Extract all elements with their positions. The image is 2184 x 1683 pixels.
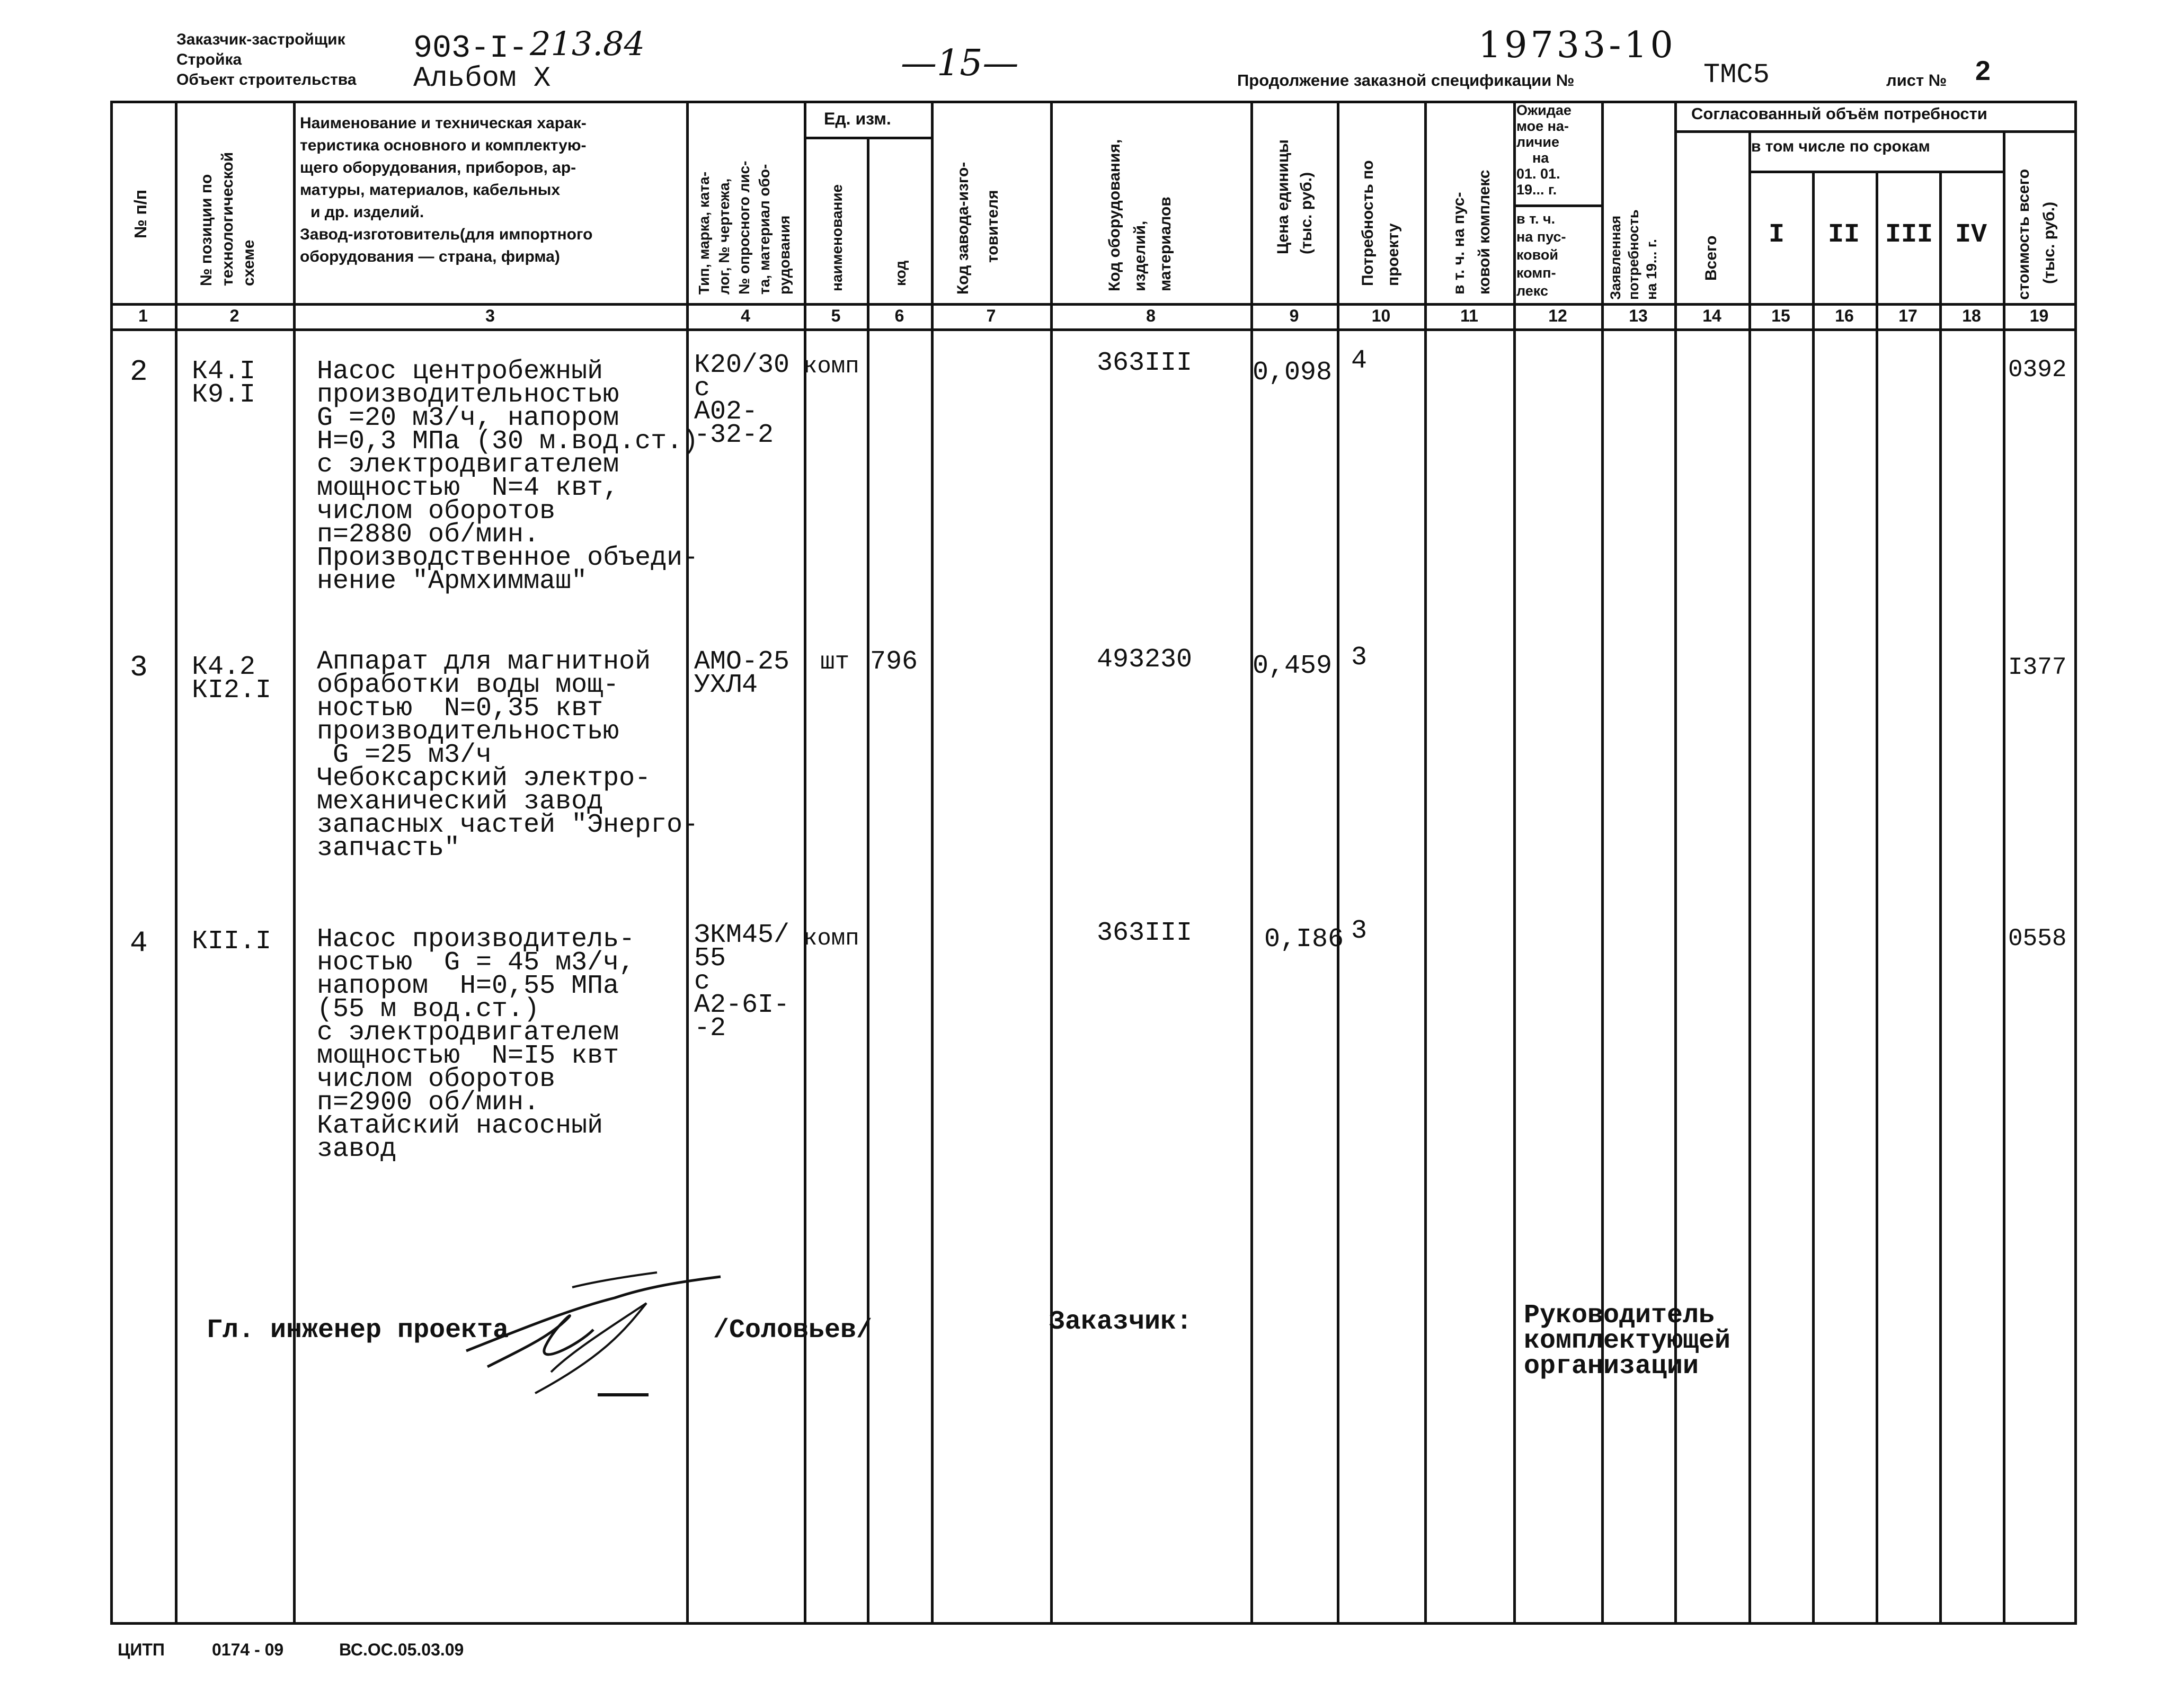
equipment-code: 363III: [1097, 918, 1193, 948]
table-top-border: [110, 101, 2077, 103]
header-c7: Код завода-изго- товителя: [954, 162, 1001, 295]
equipment-code: 493230: [1097, 645, 1193, 675]
footer-org: ЦИТП: [118, 1640, 165, 1659]
header-c2: № позиции по технологической схеме: [198, 152, 258, 286]
unit-name: комп: [803, 353, 859, 380]
column-number-line: [110, 328, 2077, 331]
header-c8: Код оборудования, изделий, материалов: [1106, 139, 1174, 291]
header-bottom-line: [110, 303, 2077, 306]
header-terms-group: в том числе по срокам: [1751, 138, 1930, 155]
col-border-12: [1601, 101, 1604, 1625]
header-c9: Цена единицы (тыс. руб.): [1274, 139, 1315, 254]
col-num-14: 14: [1702, 306, 1721, 325]
header-c1: № п/п: [131, 189, 150, 238]
col-num-3: 3: [485, 306, 495, 325]
col-num-15: 15: [1771, 306, 1790, 325]
total-cost: I377: [2008, 654, 2067, 681]
header-c16: II: [1828, 220, 1860, 250]
position-code: К4.I К9.I: [192, 357, 256, 410]
position-code: КII.I: [192, 927, 272, 957]
header-unit-group: Ед. изм.: [824, 109, 891, 128]
customer-signature-label: Заказчик:: [1049, 1307, 1193, 1337]
col-num-8: 8: [1146, 306, 1156, 325]
signature-scribble: [456, 1266, 731, 1404]
col-border-7: [1050, 101, 1053, 1625]
row-number: 3: [130, 651, 148, 684]
col-border-18: [2003, 130, 2005, 1625]
col-num-19: 19: [2029, 306, 2049, 325]
header-c4: Тип, марка, ката- лог, № чертежа, № опросного лис- та, материал обо- рудования: [696, 161, 793, 295]
col-border-0: [110, 101, 113, 1625]
footer-form-code: ВС.ОС.05.03.09: [339, 1640, 464, 1659]
row-number: 2: [130, 355, 148, 389]
chief-engineer-name: /Соловьев/: [713, 1315, 873, 1346]
object-label: Объект строительства: [176, 71, 357, 88]
header-c19: стоимость всего (тыс. руб.): [2015, 168, 2058, 300]
header-c3: Наименование и техническая харак- теристика основного и комплектую- щего оборудования, приборов, ар- матуры, материалов, кабельных и др. изделий. Завод-изготовитель(для импортного оборудования — страна, фирма): [300, 114, 593, 265]
col-border-11: [1513, 101, 1516, 1625]
item-description: Насос производитель- ностью G = 45 м3/ч, напором Н=0,55 МПа (55 м вод.ст.) с электродвигателем мощностью N=I5 квт числом оборотов п=2900 об/мин. Катайский насосный завод: [317, 924, 635, 1164]
page-number-handwritten: —15—: [901, 42, 1019, 84]
header-c12-top: Ожидае мое на- личие на 01. 01. 19... г.: [1516, 102, 1572, 198]
col-border-5: [867, 137, 869, 1625]
item-type: К20/30 с А02- -32-2: [694, 350, 790, 450]
header-c5: наименование: [829, 184, 845, 291]
header-c12-bottom: в т. ч. на пус- ковой комп- лекс: [1516, 211, 1566, 299]
col-border-1: [175, 101, 177, 1625]
col-border-10: [1424, 101, 1427, 1625]
col-num-11: 11: [1460, 306, 1478, 325]
item-type: ЗКМ45/ 55 с А2-6I- -2: [694, 920, 790, 1044]
unit-code: 796: [870, 647, 918, 677]
spec-label: Продолжение заказной спецификации №: [1237, 71, 1575, 90]
header-c6: код: [892, 260, 909, 286]
unit-name: комп: [803, 925, 859, 952]
col-border-16: [1876, 171, 1878, 1625]
album-label: Альбом X: [413, 63, 551, 95]
header-c10: Потребность по проекту: [1359, 160, 1402, 286]
project-code: 903-I-: [413, 31, 528, 67]
col-border-14: [1748, 130, 1751, 1625]
total-cost: 0392: [2008, 356, 2067, 384]
unit-price: 0,459: [1253, 651, 1333, 681]
col-num-16: 16: [1835, 306, 1854, 325]
document-number: 19733-10: [1478, 24, 1676, 66]
customer-label: Заказчик-застройщик: [176, 31, 345, 48]
col-num-2: 2: [229, 306, 239, 325]
project-code-handwritten: 213.84: [530, 24, 645, 63]
col-border-8: [1250, 101, 1253, 1625]
header-c14: Всего: [1702, 235, 1720, 281]
footer-form-number: 0174 - 09: [212, 1640, 284, 1659]
table-bottom-border: [110, 1622, 2077, 1625]
item-description: Аппарат для магнитной обработки воды мощ- ностью N=0,35 квт производительностью G =25 м3/ч Чебоксарский электро- механический завод запасных частей "Энерго- запчасть": [317, 647, 699, 863]
row-number: 4: [130, 926, 148, 960]
signature-dash: [598, 1393, 649, 1396]
col-num-10: 10: [1371, 306, 1391, 325]
col-border-17: [1939, 171, 1942, 1625]
item-type: АМО-25 УХЛ4: [694, 647, 790, 700]
project-need: 4: [1351, 346, 1368, 376]
col-num-12: 12: [1548, 306, 1567, 325]
col-border-19: [2074, 101, 2077, 1625]
col-border-15: [1812, 171, 1815, 1625]
col-border-13: [1674, 101, 1677, 1625]
total-cost: 0558: [2008, 925, 2067, 952]
sheet-number: 2: [1975, 56, 1991, 86]
col-border-2: [293, 101, 296, 1625]
col-border-6: [931, 101, 934, 1625]
col-num-18: 18: [1962, 306, 1981, 325]
header-c13: Заявленная потребность на 19... г.: [1608, 209, 1659, 300]
col-num-5: 5: [831, 306, 841, 325]
col-num-17: 17: [1898, 306, 1917, 325]
unit-price: 0,I86: [1264, 924, 1344, 955]
site-label: Стройка: [176, 51, 242, 68]
col-num-13: 13: [1629, 306, 1648, 325]
project-need: 3: [1351, 916, 1368, 946]
header-c18: IV: [1955, 220, 1987, 250]
position-code: К4.2 КI2.I: [192, 652, 272, 706]
c12-split-line: [1513, 204, 1601, 207]
chief-engineer-label: Гл. инженер проекта: [207, 1315, 509, 1346]
spec-number: ТМС5: [1703, 59, 1770, 91]
org-head-label: Руководитель комплектующей организации: [1524, 1301, 1731, 1382]
project-need: 3: [1351, 643, 1368, 673]
unit-price: 0,098: [1253, 358, 1333, 388]
header-agreed-group: Согласованный объём потребности: [1691, 104, 1987, 123]
col-num-1: 1: [138, 306, 148, 325]
item-description: Насос центробежный производительностью G =20 м3/ч, напором Н=0,3 МПа (30 м.вод.ст.) с электродвигателем мощностью N=4 квт, числом оборотов п=2880 об/мин. Производственное объеди- нение "Армхиммаш": [317, 357, 699, 596]
col-border-4: [804, 101, 806, 1625]
header-c15: I: [1769, 220, 1785, 250]
col-num-9: 9: [1289, 306, 1299, 325]
unit-name: шт: [820, 648, 850, 676]
equipment-code: 363III: [1097, 348, 1193, 378]
sheet-label: лист №: [1886, 71, 1947, 90]
header-c17: III: [1885, 220, 1933, 250]
header-c11: в т. ч. на пус- ковой комплекс: [1450, 170, 1493, 295]
col-num-6: 6: [894, 306, 904, 325]
col-border-9: [1337, 101, 1339, 1625]
col-num-7: 7: [986, 306, 996, 325]
agreed-group-line: [1674, 130, 2077, 133]
col-num-4: 4: [741, 306, 750, 325]
